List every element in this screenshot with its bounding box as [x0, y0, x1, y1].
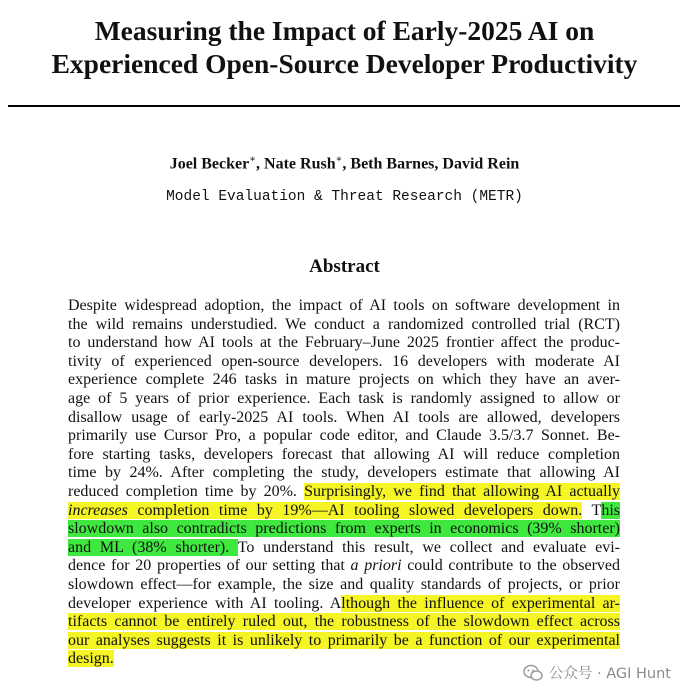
author-name: Joel Becker	[169, 155, 250, 173]
abstract-line: the wild remains understudied. We conduct a randomized controlled trial (RCT)	[68, 315, 620, 333]
title-line-2: Experienced Open-Source Developer Productivity	[51, 48, 638, 79]
equal-contribution-mark: ∗	[249, 154, 257, 165]
abstract-line: age of 5 years of prior experience. Each task is randomly assigned to allow or	[68, 389, 620, 407]
affiliation: Model Evaluation & Threat Research (METR)	[166, 189, 523, 205]
author-names-rest: , Beth Barnes, David Rein	[342, 155, 520, 173]
abstract-line: to understand how AI tools at the February–June 2025 frontier affect the produc-	[68, 334, 620, 352]
abstract-text: T	[582, 501, 602, 519]
author-name: Nate Rush	[264, 155, 336, 173]
paper-title	[0, 14, 689, 80]
abstract-line	[68, 613, 620, 632]
abstract-line	[68, 502, 620, 521]
abstract-line	[68, 520, 620, 539]
abstract-line: experience complete 246 tasks in mature projects on which they have an aver-	[68, 371, 620, 389]
abstract-text: developer experience with AI tooling. A	[68, 594, 342, 612]
italic-emphasis: a priori	[350, 557, 402, 575]
abstract-body	[68, 297, 620, 669]
abstract-text: could contribute to the observed	[401, 557, 621, 575]
highlight-yellow: tifacts cannot be entirely ruled out, the robustness of the slowdown effect across	[68, 613, 620, 631]
abstract-line	[68, 632, 620, 651]
highlight-yellow: lthough the influence of experimental ar-	[341, 594, 620, 612]
highlight-yellow: our analyses suggests it is unlikely to primarily be a function of our experimental	[68, 631, 620, 649]
abstract-line: time by 24%. After completing the study, developers estimate that allowing AI	[68, 464, 620, 482]
title-line-1: Measuring the Impact of Early-2025 AI on	[94, 15, 595, 46]
abstract-text: dence for 20 properties of our setting that	[68, 557, 351, 575]
abstract-text: reduced completion time by 20%.	[68, 482, 305, 500]
wechat-icon	[523, 664, 543, 682]
abstract-text: To understand this result, we collect and evaluate evi-	[237, 538, 621, 556]
abstract-line: slowdown effect—for example, the size and quality standards of projects, or prior	[68, 575, 620, 593]
highlight-yellow: design.	[68, 650, 114, 668]
abstract-line	[68, 483, 620, 502]
title-rule	[8, 105, 680, 107]
watermark	[523, 662, 671, 683]
equal-contribution-mark: ∗	[335, 154, 343, 165]
highlight-yellow: Surprisingly, we find that allowing AI actually	[304, 482, 620, 500]
watermark-text: 公众号 · AGI Hunt	[548, 666, 671, 682]
abstract-line	[68, 595, 620, 614]
abstract-line: primarily use Cursor Pro, a popular code editor, and Claude 3.5/3.7 Sonnet. Be-	[68, 427, 620, 445]
abstract-heading: Abstract	[309, 256, 380, 277]
highlight-green: and ML (38% shorter).	[68, 538, 238, 556]
highlight-green: his	[601, 501, 621, 519]
abstract-line: Despite widespread adoption, the impact of AI tools on software development in	[68, 297, 620, 314]
abstract-line: fore starting tasks, developers forecast that allowing AI will reduce completion	[68, 445, 620, 463]
abstract-line: tivity of experienced open-source developers. 16 developers with moderate AI	[68, 352, 620, 370]
author-separator: ,	[256, 155, 265, 173]
abstract-text: completion time by 19%—AI tooling slowed developers down.	[127, 501, 583, 519]
author-list	[0, 154, 689, 173]
highlight-green: slowdown also contradicts predictions from experts in economics (39% shorter)	[68, 520, 620, 538]
highlight-yellow	[68, 502, 582, 519]
italic-emphasis: increases	[68, 501, 128, 519]
abstract-line	[68, 539, 620, 558]
abstract-line: disallow usage of early-2025 AI tools. When AI tools are allowed, developers	[68, 408, 620, 426]
abstract-line	[68, 557, 620, 576]
